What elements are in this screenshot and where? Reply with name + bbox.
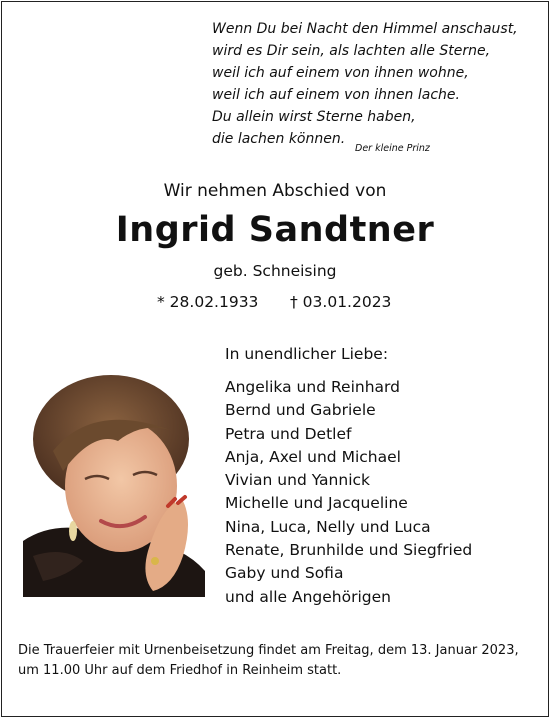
poem — [212, 18, 532, 150]
list-item: Petra und Detlef — [225, 424, 352, 443]
list-item: Vivian und Yannick — [225, 471, 370, 490]
poem-author: Der kleine Prinz — [355, 143, 430, 154]
poem-line: weil ich auf einem von ihnen wohne, — [212, 65, 469, 81]
list-item: Anja, Axel und Michael — [225, 447, 401, 466]
maiden-name: geb. Schneising — [213, 262, 337, 280]
farewell-intro: Wir nehmen Abschied von — [163, 181, 387, 201]
service-info — [18, 641, 538, 681]
death-date: † 03.01.2023 — [290, 293, 392, 311]
list-item: Bernd und Gabriele — [225, 401, 376, 420]
deceased-name: Ingrid Sandtner — [115, 210, 435, 250]
list-item: und alle Angehörigen — [225, 587, 391, 606]
list-item: Renate, Brunhilde und Siegfried — [225, 541, 473, 560]
list-item: Gaby und Sofia — [225, 564, 344, 583]
portrait-photo — [23, 371, 205, 597]
poem-line: die lachen können. — [212, 131, 346, 147]
service-line: um 11.00 Uhr auf dem Friedhof in Reinheim statt. — [18, 663, 342, 678]
list-item: Nina, Luca, Nelly und Luca — [225, 517, 431, 536]
service-line: Die Trauerfeier mit Urnenbeisetzung findet am Freitag, dem 13. Januar 2023, — [18, 643, 519, 658]
poem-line: weil ich auf einem von ihnen lache. — [212, 87, 460, 103]
mourners-heading: In unendlicher Liebe: — [225, 345, 389, 363]
birth-date: * 28.02.1933 — [157, 293, 259, 311]
poem-line: Du allein wirst Sterne haben, — [212, 109, 416, 125]
mourners-list — [225, 376, 472, 609]
poem-line: Wenn Du bei Nacht den Himmel anschaust, — [212, 21, 518, 37]
poem-line: wird es Dir sein, als lachten alle Sterne, — [212, 43, 491, 59]
list-item: Michelle und Jacqueline — [225, 494, 408, 513]
list-item: Angelika und Reinhard — [225, 378, 400, 396]
